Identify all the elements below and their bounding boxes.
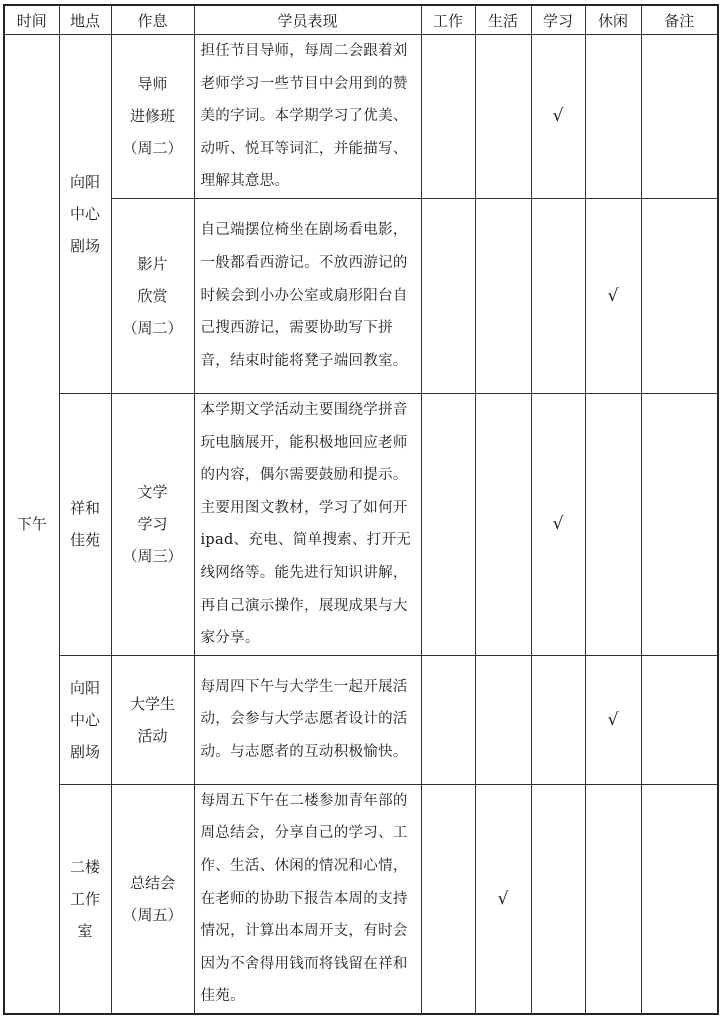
location-line: 二楼 — [69, 857, 100, 876]
schedule-table — [3, 4, 719, 1015]
activity-line: 学习 — [137, 515, 168, 534]
location-line: 向阳 — [69, 678, 100, 697]
activity-line: 总结会 — [129, 873, 175, 892]
remarks-cell — [641, 198, 718, 393]
header-row — [4, 5, 718, 35]
leisure-cell — [585, 393, 641, 655]
location-line: 祥和 — [69, 499, 100, 518]
activity-line: 大学生 — [129, 694, 175, 713]
location-line: 室 — [77, 921, 93, 940]
header-time: 时间 — [4, 5, 59, 35]
life-cell — [475, 198, 531, 393]
table-row — [4, 784, 718, 1014]
location-line: 剧场 — [69, 236, 100, 255]
table-row — [4, 198, 718, 393]
work-cell — [421, 393, 475, 655]
table-row — [4, 393, 718, 655]
location-cell — [59, 784, 111, 1014]
location-line: 中心 — [69, 710, 100, 729]
remarks-cell — [641, 784, 718, 1014]
activity-line: 活动 — [137, 726, 168, 745]
location-line: 向阳 — [69, 172, 100, 191]
leisure-cell — [585, 784, 641, 1014]
activity-cell — [111, 393, 194, 655]
location-line: 佳苑 — [69, 531, 100, 550]
life-cell — [475, 655, 531, 784]
activity-line: 导师 — [137, 75, 168, 94]
remarks-cell — [641, 393, 718, 655]
header-life: 生活 — [475, 5, 531, 35]
remarks-cell — [641, 35, 718, 199]
header-activity: 作息 — [111, 5, 194, 35]
activity-line: （周五） — [122, 905, 183, 924]
study-check: √ — [531, 393, 585, 655]
description-cell: 自己端摆位椅坐在剧场看电影，一般都看西游记。不放西游记的时候会到小办公室或扇形阳台自己搜西游记，需要协助写下拼音，结束时能将凳子端回教室。 — [194, 198, 421, 393]
work-cell — [421, 35, 475, 199]
study-cell — [531, 655, 585, 784]
work-cell — [421, 655, 475, 784]
study-check: √ — [531, 35, 585, 199]
header-remarks: 备注 — [641, 5, 718, 35]
activity-cell — [111, 655, 194, 784]
leisure-check: √ — [585, 655, 641, 784]
activity-line: （周二） — [122, 139, 183, 158]
location-line: 工作 — [69, 889, 100, 908]
activity-cell — [111, 198, 194, 393]
header-location: 地点 — [59, 5, 111, 35]
location-cell — [59, 35, 111, 394]
header-leisure: 休闲 — [585, 5, 641, 35]
location-line: 中心 — [69, 204, 100, 223]
activity-line: 文学 — [137, 483, 168, 502]
leisure-check: √ — [585, 198, 641, 393]
time-cell: 下午 — [4, 35, 59, 1014]
description-cell: 每周五下午在二楼参加青年部的周总结会，分享自己的学习、工作、生活、休闲的情况和心情，在老师的协助下报告本周的支持情况，计算出本周开支，有时会因为不舍得用钱而将钱留在祥和佳苑。 — [194, 784, 421, 1014]
activity-cell — [111, 35, 194, 199]
activity-line: 影片 — [137, 254, 168, 273]
work-cell — [421, 198, 475, 393]
location-cell — [59, 393, 111, 655]
location-line: 剧场 — [69, 742, 100, 761]
study-cell — [531, 198, 585, 393]
activity-line: 进修班 — [129, 107, 175, 126]
life-check: √ — [475, 784, 531, 1014]
description-cell: 每周四下午与大学生一起开展活动，会参与大学志愿者设计的活动。与志愿者的互动积极愉快。 — [194, 655, 421, 784]
description-cell: 担任节目导师，每周二会跟着刘老师学习一些节目中会用到的赞美的字词。本学期学习了优美、动听、悦耳等词汇，并能描写、理解其意思。 — [194, 35, 421, 199]
work-cell — [421, 784, 475, 1014]
life-cell — [475, 393, 531, 655]
table-row — [4, 655, 718, 784]
activity-line: （周三） — [122, 547, 183, 566]
header-work: 工作 — [421, 5, 475, 35]
header-description: 学员表现 — [194, 5, 421, 35]
life-cell — [475, 35, 531, 199]
header-study: 学习 — [531, 5, 585, 35]
leisure-cell — [585, 35, 641, 199]
activity-cell — [111, 784, 194, 1014]
description-cell: 本学期文学活动主要围绕学拼音玩电脑展开，能积极地回应老师的内容，偶尔需要鼓励和提示。主要用图文教材，学习了如何开ipad、充电、简单搜索、打开无线网络等。能先进行知识讲解，再自己演示操作，展现成果与大家分享。 — [194, 393, 421, 655]
activity-line: 欣赏 — [137, 286, 168, 305]
location-cell — [59, 655, 111, 784]
remarks-cell — [641, 655, 718, 784]
activity-line: （周二） — [122, 318, 183, 337]
table-row — [4, 35, 718, 199]
study-cell — [531, 784, 585, 1014]
